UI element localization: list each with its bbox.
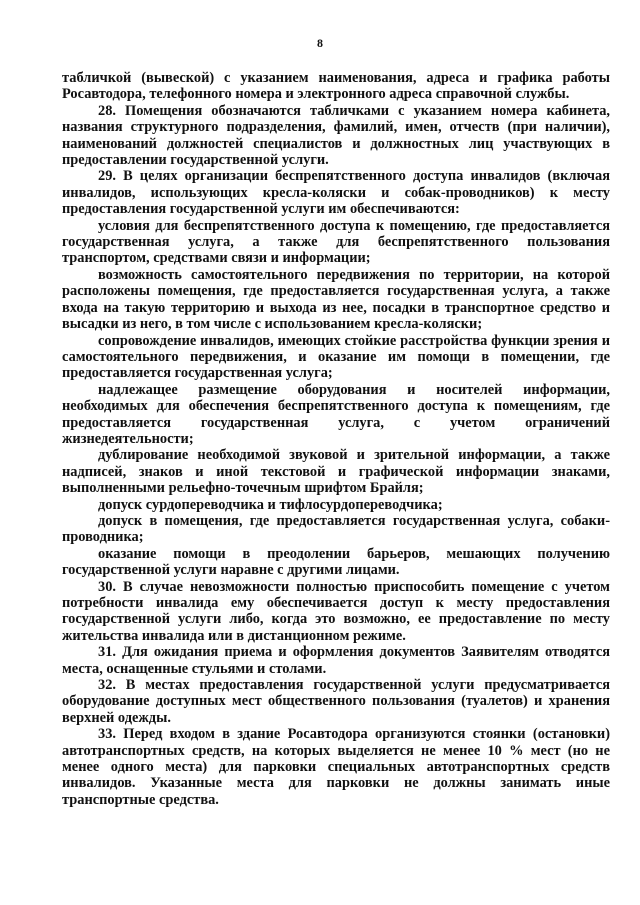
document-body [62, 70, 610, 808]
paragraph-30: 30. В случае невозможности полностью приспособить помещение с учетом потребности инвалида ему обеспечивается доступ к месту предоставления государственной услуги либо, когда это возможно, ее предоставление по месту жительства инвалида или в дистанционном режиме. [62, 578, 610, 644]
paragraph-equipment-placement: надлежащее размещение оборудования и носителей информации, необходимых для обеспечения беспрепятственного доступа к помещениям, где предоставляется государственная услуга, с учетом ограничений жизнедеятельности; [62, 381, 610, 447]
paragraph-barrier-assistance: оказание помощи в преодолении барьеров, мешающих получению государственной услуги наравне с другими лицами. [62, 545, 610, 579]
paragraph-braille-duplication: дублирование необходимой звуковой и зрительной информации, а также надписей, знаков и иной текстовой и графической информации знаками, выполненными рельефно-точечным шрифтом Брайля; [62, 447, 610, 497]
paragraph-independent-movement: возможность самостоятельного передвижения по территории, на которой расположены помещения, где предоставляется государственная услуга, а также входа на такую территорию и выхода из нее, посадки в транспортное средство и высадки из него, в том числе с использованием кресла-коляски; [62, 266, 610, 333]
paragraph-33: 33. Перед входом в здание Росавтодора организуются стоянки (остановки) автотранспортных средств, на которых выделяется не менее 10 % мест (но не менее одного места) для парковки специальных автотранспортных средств инвалидов. Указанные места для парковки не должны занимать иные транспортные средства. [62, 726, 610, 808]
paragraph-guide-dog: допуск в помещения, где предоставляется государственная услуга, собаки-проводника; [62, 512, 610, 546]
paragraph-32: 32. В местах предоставления государственной услуги предусматривается оборудование доступных мест общественного пользования (туалетов) и хранения верхней одежды. [62, 677, 610, 726]
paragraph-28: 28. Помещения обозначаются табличками с указанием номера кабинета, названия структурного подразделения, фамилий, имен, отчеств (при наличии), наименований должностей специалистов и должностных лиц участвующих в предоставлении государственной услуги. [62, 102, 610, 169]
paragraph-access-conditions: условия для беспрепятственного доступа к помещению, где предоставляется государственная услуга, а также для беспрепятственного пользования транспортом, средствами связи и информации; [62, 217, 610, 267]
paragraph-escort: сопровождение инвалидов, имеющих стойкие расстройства функции зрения и самостоятельного передвижения, и оказание им помощи в помещении, где предоставляется государственная услуга; [62, 332, 610, 382]
page-number: 8 [317, 36, 323, 50]
paragraph-31: 31. Для ожидания приема и оформления документов Заявителям отводятся места, оснащенные стульями и столами. [62, 644, 610, 677]
paragraph-continuation: табличкой (вывеской) с указанием наименования, адреса и графика работы Росавтодора, телефонного номера и электронного адреса справочной службы. [62, 70, 610, 103]
paragraph-sign-interpreter: допуск сурдопереводчика и тифлосурдопереводчика; [98, 496, 443, 513]
paragraph-29: 29. В целях организации беспрепятственного доступа инвалидов (включая инвалидов, использующих кресла-коляски и собак-проводников) к месту предоставления государственной услуги им обеспечиваются: [62, 168, 610, 218]
